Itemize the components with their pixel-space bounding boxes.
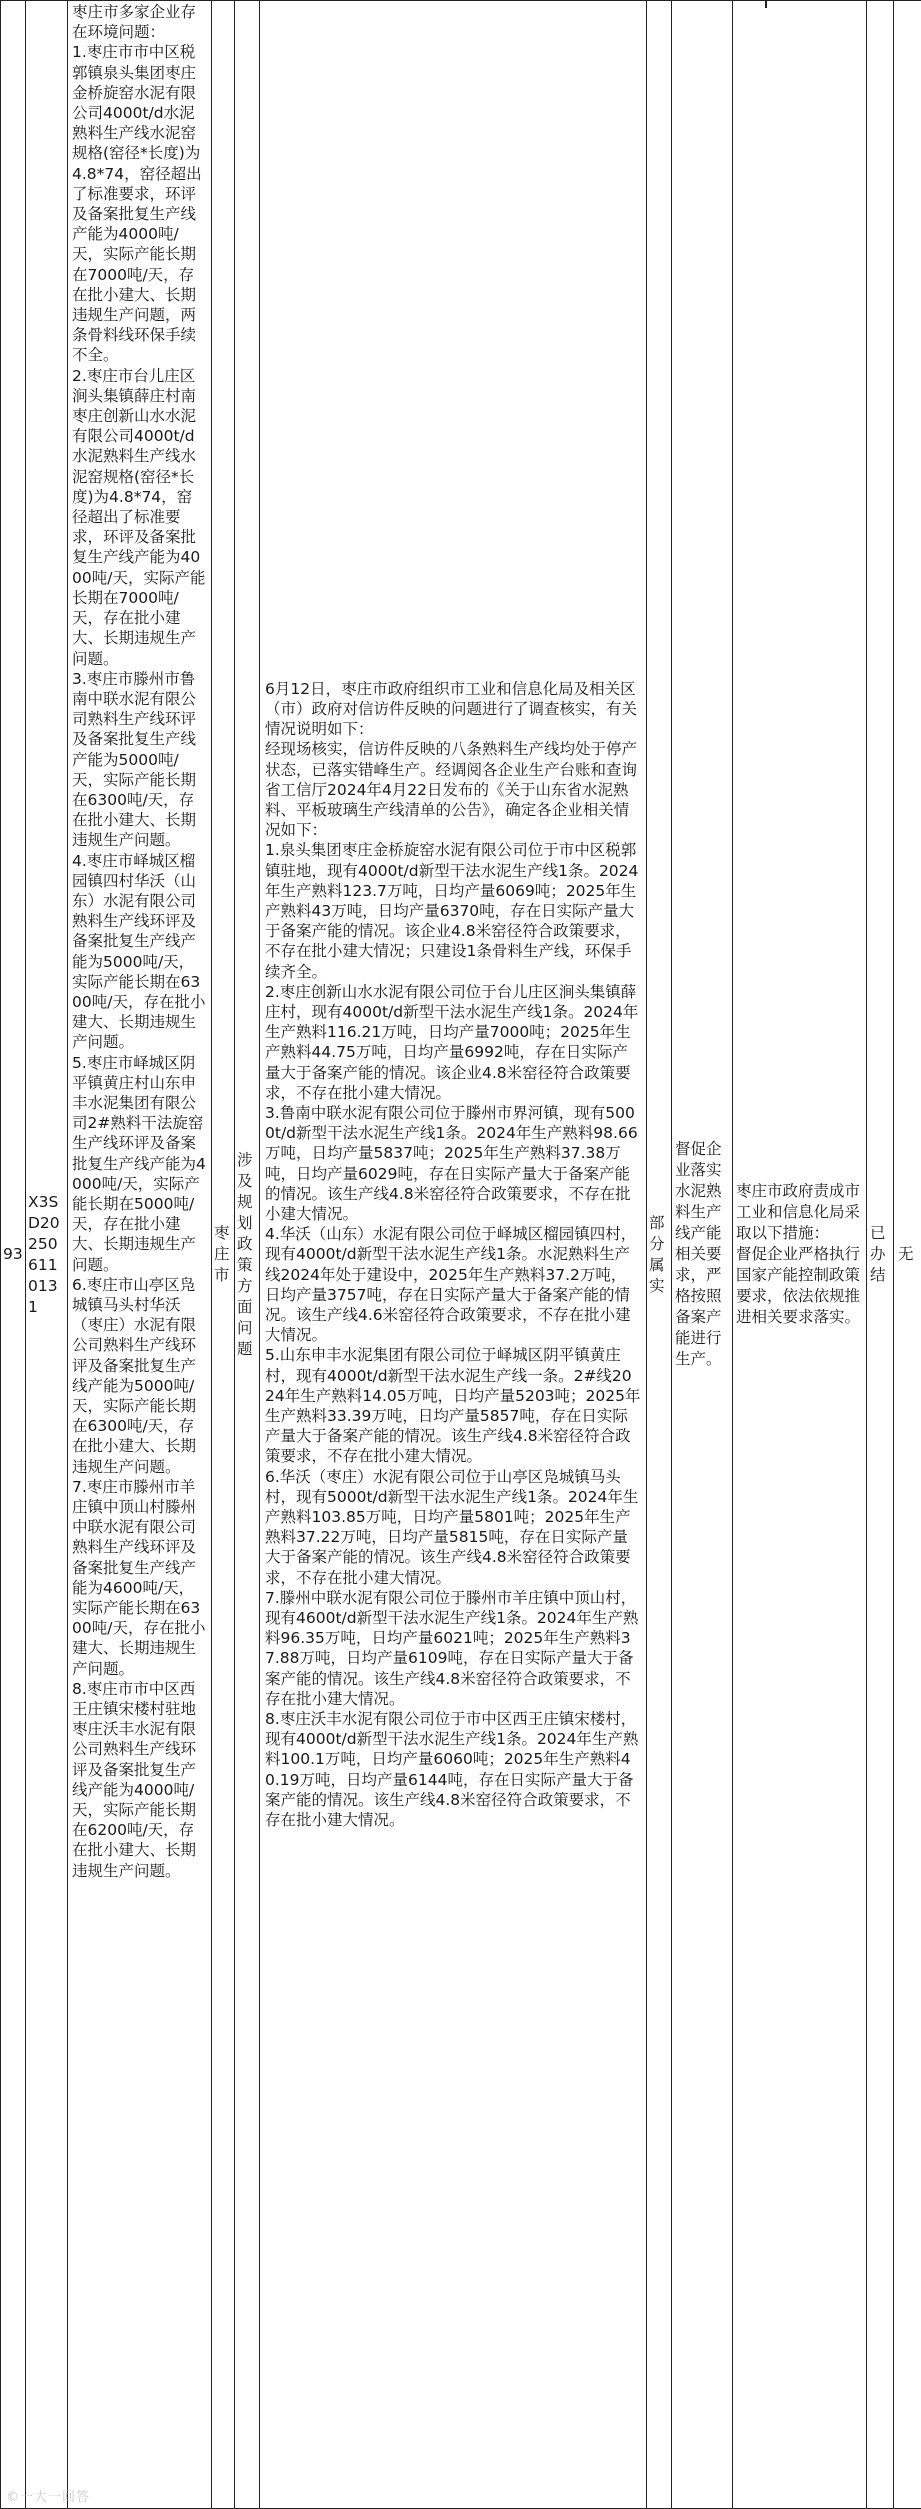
accountability-cell [733, 1, 867, 2509]
accountability-text: 枣庄市政府责成市工业和信息化局采取以下措施： 督促企业严格执行国家产能控制政策要求，依法依规推进相关要求落实。 [736, 1182, 861, 1326]
completion-status: 已办结 [870, 1224, 886, 1284]
measures-text: 督促企业落实水泥熟料生产线产能相关要求，严格按照备案产能进行生产。 [675, 1140, 722, 1368]
issue-cell [68, 1, 212, 2509]
measures-cell [672, 1, 733, 2509]
admin-area-cell [212, 1, 235, 2509]
complaint-code: X3SD20250611013 1 [28, 1192, 63, 1316]
status-cell [867, 1, 894, 2509]
remark: 无 [898, 1245, 914, 1263]
top-border-stub [765, 0, 767, 8]
watermark: ©一大一回答 [6, 2490, 91, 2505]
row-number: 93 [3, 1245, 23, 1264]
admin-area: 枣庄市 [214, 1224, 230, 1284]
issue-text: 枣庄市多家企业存在环境问题： 1.枣庄市市中区税郭镇泉头集团枣庄金桥旋窑水泥有限公司4000t/d水泥熟料生产线水泥窑规格(窑径*长度)为4.8*74，窑径超出了标准要求，环评及备案批复生产线产能为4000吨/天，实际产能长期在7000吨/天，存在批小建大、长期违规生产问题，两条骨料线环保手续不全。 2.枣庄市台儿庄区涧头集镇薛庄村南枣庄创新山水水泥有限公司4000t/d水泥熟料生产线水泥窑规格(窑径*长度)为4.8*74，窑径超出了标准要求，环评及备案批复生产线产能为4000吨/天，实际产能长期在7000吨/天，存在批小建大、长期违规生产问题。 3.枣庄市滕州市鲁南中联水泥有限公司熟料生产线环评及备案批复生产线产能为5000吨/天，实际产能长期在6300吨/天，存在批小建大、长期违规生产问题。 4.枣庄市峄城区榴园镇四村华沃（山东）水泥有限公司熟料生产线环评及备案批复生产线产能为5000吨/天，实际产能长期在6300吨/天，存在批小建大、长期违规生产问题。 5.枣庄市峄城区阴平镇黄庄村山东申丰水泥集团有限公司2#熟料干法旋窑生产线环评及备案批复生产线产能为4000吨/天，实际产能长期在5000吨/天，存在批小建大、长期违规生产问题。 6.枣庄市山亭区凫城镇马头村华沃（枣庄）水泥有限公司熟料生产线环评及备案批复生产线产能为5000吨/天，实际产能长期在6300吨/天，存在批小建大、长期违规生产问题。 7.枣庄市滕州市羊庄镇中顶山村滕州中联水泥有限公司熟料生产线环评及备案批复生产线产能为4600吨/天，实际产能长期在6300吨/天，存在批小建大、长期违规生产问题。 8.枣庄市市中区西王庄镇宋楼村驻地枣庄沃丰水泥有限公司熟料生产线环评及备案批复生产线产能为4000吨/天，实际产能长期在6200吨/天，存在批小建大、长期违规生产问题。 [72, 3, 206, 1880]
investigation-text: 6月12日，枣庄市政府组织市工业和信息化局及相关区（市）政府对信访件反映的问题进行了调查核实，有关情况说明如下： 经现场核实，信访件反映的八条熟料生产线均处于停产状态，已落实错峰生产。经调阅各企业生产台账和查询省工信厅2024年4月22日发布的《关于山东省水泥熟料、平板玻璃生产线清单的公告》，确定各企业相关情况如下： 1.泉头集团枣庄金桥旋窑水泥有限公司位于市中区税郭镇驻地，现有4000t/d新型干法水泥生产线1条。2024年生产熟料123.7万吨，日均产量6069吨；2025年生产熟料43万吨，日均产量6370吨，存在日实际产量大于备案产能的情况。该企业4.8米窑径符合政策要求，不存在批小建大情况；只建设1条骨料生产线，环保手续齐全。 2.枣庄创新山水水泥有限公司位于台儿庄区涧头集镇薛庄村，现有4000t/d新型干法水泥生产线1条。2024年生产熟料116.21万吨，日均产量7000吨；2025年生产熟料44.75万吨，日均产量6992吨，存在日实际产量大于备案产能的情况。该企业4.8米窑径符合政策要求，不存在批小建大情况。 3.鲁南中联水泥有限公司位于滕州市界河镇，现有5000t/d新型干法水泥生产线1条。2024年生产熟料98.66万吨，日均产量5837吨；2025年生产熟料37.38万吨，日均产量6029吨，存在日实际产量大于备案产能的情况。该生产线4.8米窑径符合政策要求，不存在批小建大情况。 4.华沃（山东）水泥有限公司位于峄城区榴园镇四村，现有4000t/d新型干法水泥生产线1条。水泥熟料生产线2024年处于建设中，2025年生产熟料37.2万吨，日均产量3757吨，存在日实际产量大于备案产能的情况。该生产线4.6米窑径符合政策要求，不存在批小建大情况。 5.山东申丰水泥集团有限公司位于峄城区阴平镇黄庄村，现有4000t/d新型干法水泥生产线一条。2#线2024年生产熟料14.05万吨，日均产量5203吨；2025年生产熟料33.39万吨，日均产量5857吨，存在日实际产量大于备案产能的情况。该生产线4.8米窑径符合政策要求，不存在批小建大情况。 6.华沃（枣庄）水泥有限公司位于山亭区凫城镇马头村，现有5000t/d新型干法水泥生产线1条。2024年生产熟料103.85万吨，日均产量5801吨；2025年生产熟料37.22万吨，日均产量5815吨，存在日实际产量大于备案产能的情况。该生产线4.8米窑径符合政策要求，不存在批小建大情况。 7.滕州中联水泥有限公司位于滕州市羊庄镇中顶山村，现有4600t/d新型干法水泥生产线1条。2024年生产熟料96.35万吨，日均产量6021吨；2025年生产熟料37.88万吨，日均产量6109吨，存在日实际产量大于备案产能的情况。该生产线4.8米窑径符合政策要求，不存在批小建大情况。 8.枣庄沃丰水泥有限公司位于市中区西王庄镇宋楼村，现有4000t/d新型干法水泥生产线1条。2024年生产熟料100.1万吨，日均产量6060吨；2025年生产熟料40.19万吨，日均产量6144吨，存在日实际产量大于备案产能的情况。该生产线4.8米窑径符合政策要求，不存在批小建大情况。 [265, 679, 641, 1830]
table-row [1, 1, 921, 2509]
truth-status: 部分属实 [649, 1213, 665, 1295]
truth-cell [647, 1, 672, 2509]
investigation-cell [260, 1, 647, 2509]
pollution-type: 涉及规划政策方面问题 [237, 1150, 253, 1358]
remark-cell [894, 1, 921, 2509]
pollution-type-cell [235, 1, 260, 2509]
complaint-code-cell [26, 1, 68, 2509]
row-number-cell [1, 1, 26, 2509]
